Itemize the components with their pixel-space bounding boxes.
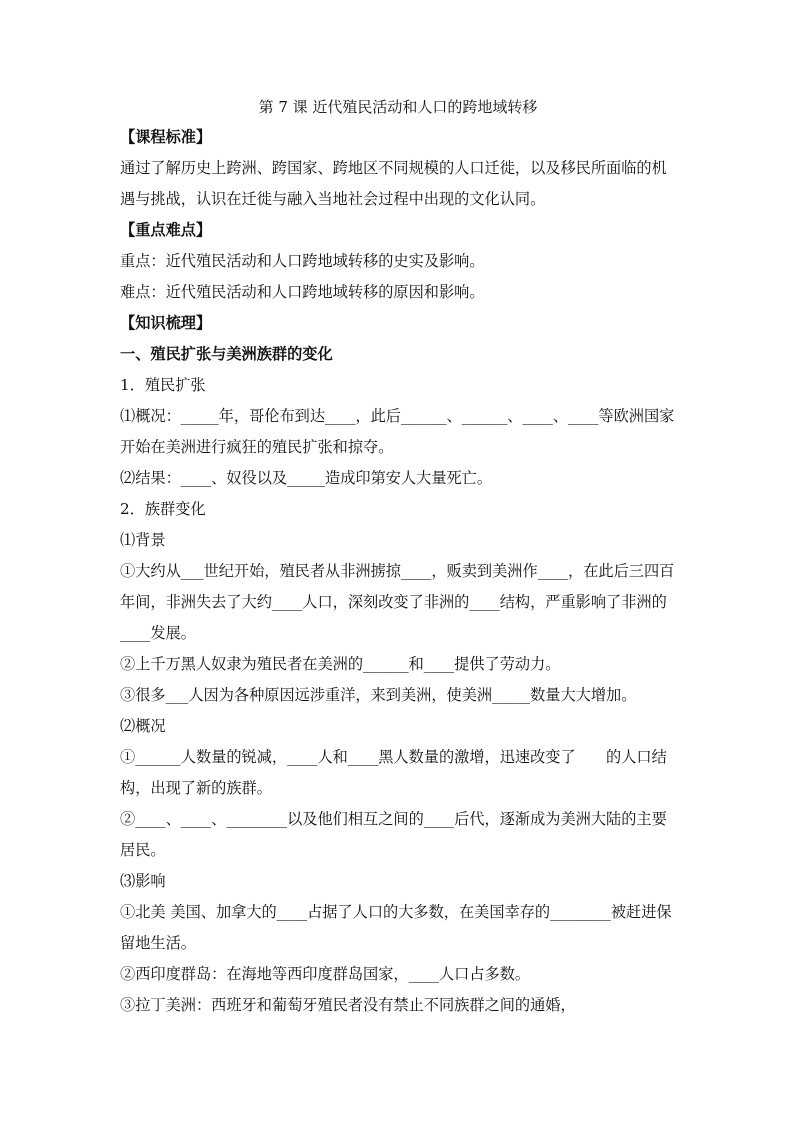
paragraph-background-3: ③很多___人因为各种原因远涉重洋，来到美洲，使美洲_____数量大大增加。 [120,686,637,704]
key-point-text: 重点：近代殖民活动和人口跨地域转移的史实及影响。 [120,252,485,270]
curriculum-standard-text: 通过了解历史上跨洲、跨国家、跨地区不同规模的人口迁徙，以及移民所面临的机遇与挑战，认识在迁徙与融入当地社会过程中出现的文化认同。 [120,159,667,208]
item-heading-impact: ⑶影响 [120,872,166,890]
paragraph-impact-3: ③拉丁美洲：西班牙和葡萄牙殖民者没有禁止不同族群之间的通婚， [120,996,576,1014]
section-heading-curriculum-standard: 【课程标准】 [120,128,212,146]
subsection-heading-colonial-expansion: 一、殖民扩张与美洲族群的变化 [120,345,333,363]
item-heading-ethnic-change: 2．族群变化 [120,500,206,518]
document-body [120,92,676,1021]
item-heading-background: ⑴背景 [120,531,166,549]
paragraph-overview-2: ②____、____、________以及他们相互之间的____后代，逐渐成为美洲大陆的主要居民。 [120,810,667,859]
paragraph-background-1: ①大约从___世纪开始，殖民者从非洲掳掠____，贩卖到美洲作____，在此后三四百年间，非洲失去了大约____人口，深刻改变了非洲的____结构，严重影响了非洲的____发展。 [120,562,675,642]
item-heading-colonial-expansion: 1．殖民扩张 [120,376,206,394]
item-heading-overview: ⑵概况 [120,717,166,735]
paragraph-impact-1: ①北美 美国、加拿大的____占据了人口的大多数，在美国幸存的________被赶进保留地生活。 [120,903,672,952]
section-heading-key-points: 【重点难点】 [120,221,212,239]
paragraph-background-2: ②上千万黑人奴隶为殖民者在美洲的______和____提供了劳动力。 [120,655,561,673]
paragraph-overview: ⑴概况：_____年，哥伦布到达____，此后______、______、____、____等欧洲国家开始在美洲进行疯狂的殖民扩张和掠夺。 [120,407,675,456]
difficult-point-text: 难点：近代殖民活动和人口跨地域转移的原因和影响。 [120,283,485,301]
section-heading-knowledge-review: 【知识梳理】 [120,314,212,332]
paragraph-impact-2: ②西印度群岛：在海地等西印度群岛国家，____人口占多数。 [120,965,531,983]
paragraph-result: ⑵结果：____、奴役以及_____造成印第安人大量死亡。 [120,469,493,487]
paragraph-overview-1: ①______人数量的锐减，____人和____黑人数量的激增，迅速改变了 的人口结构，出现了新的族群。 [120,748,667,797]
lesson-title: 第 7 课 近代殖民活动和人口的跨地域转移 [258,98,538,116]
